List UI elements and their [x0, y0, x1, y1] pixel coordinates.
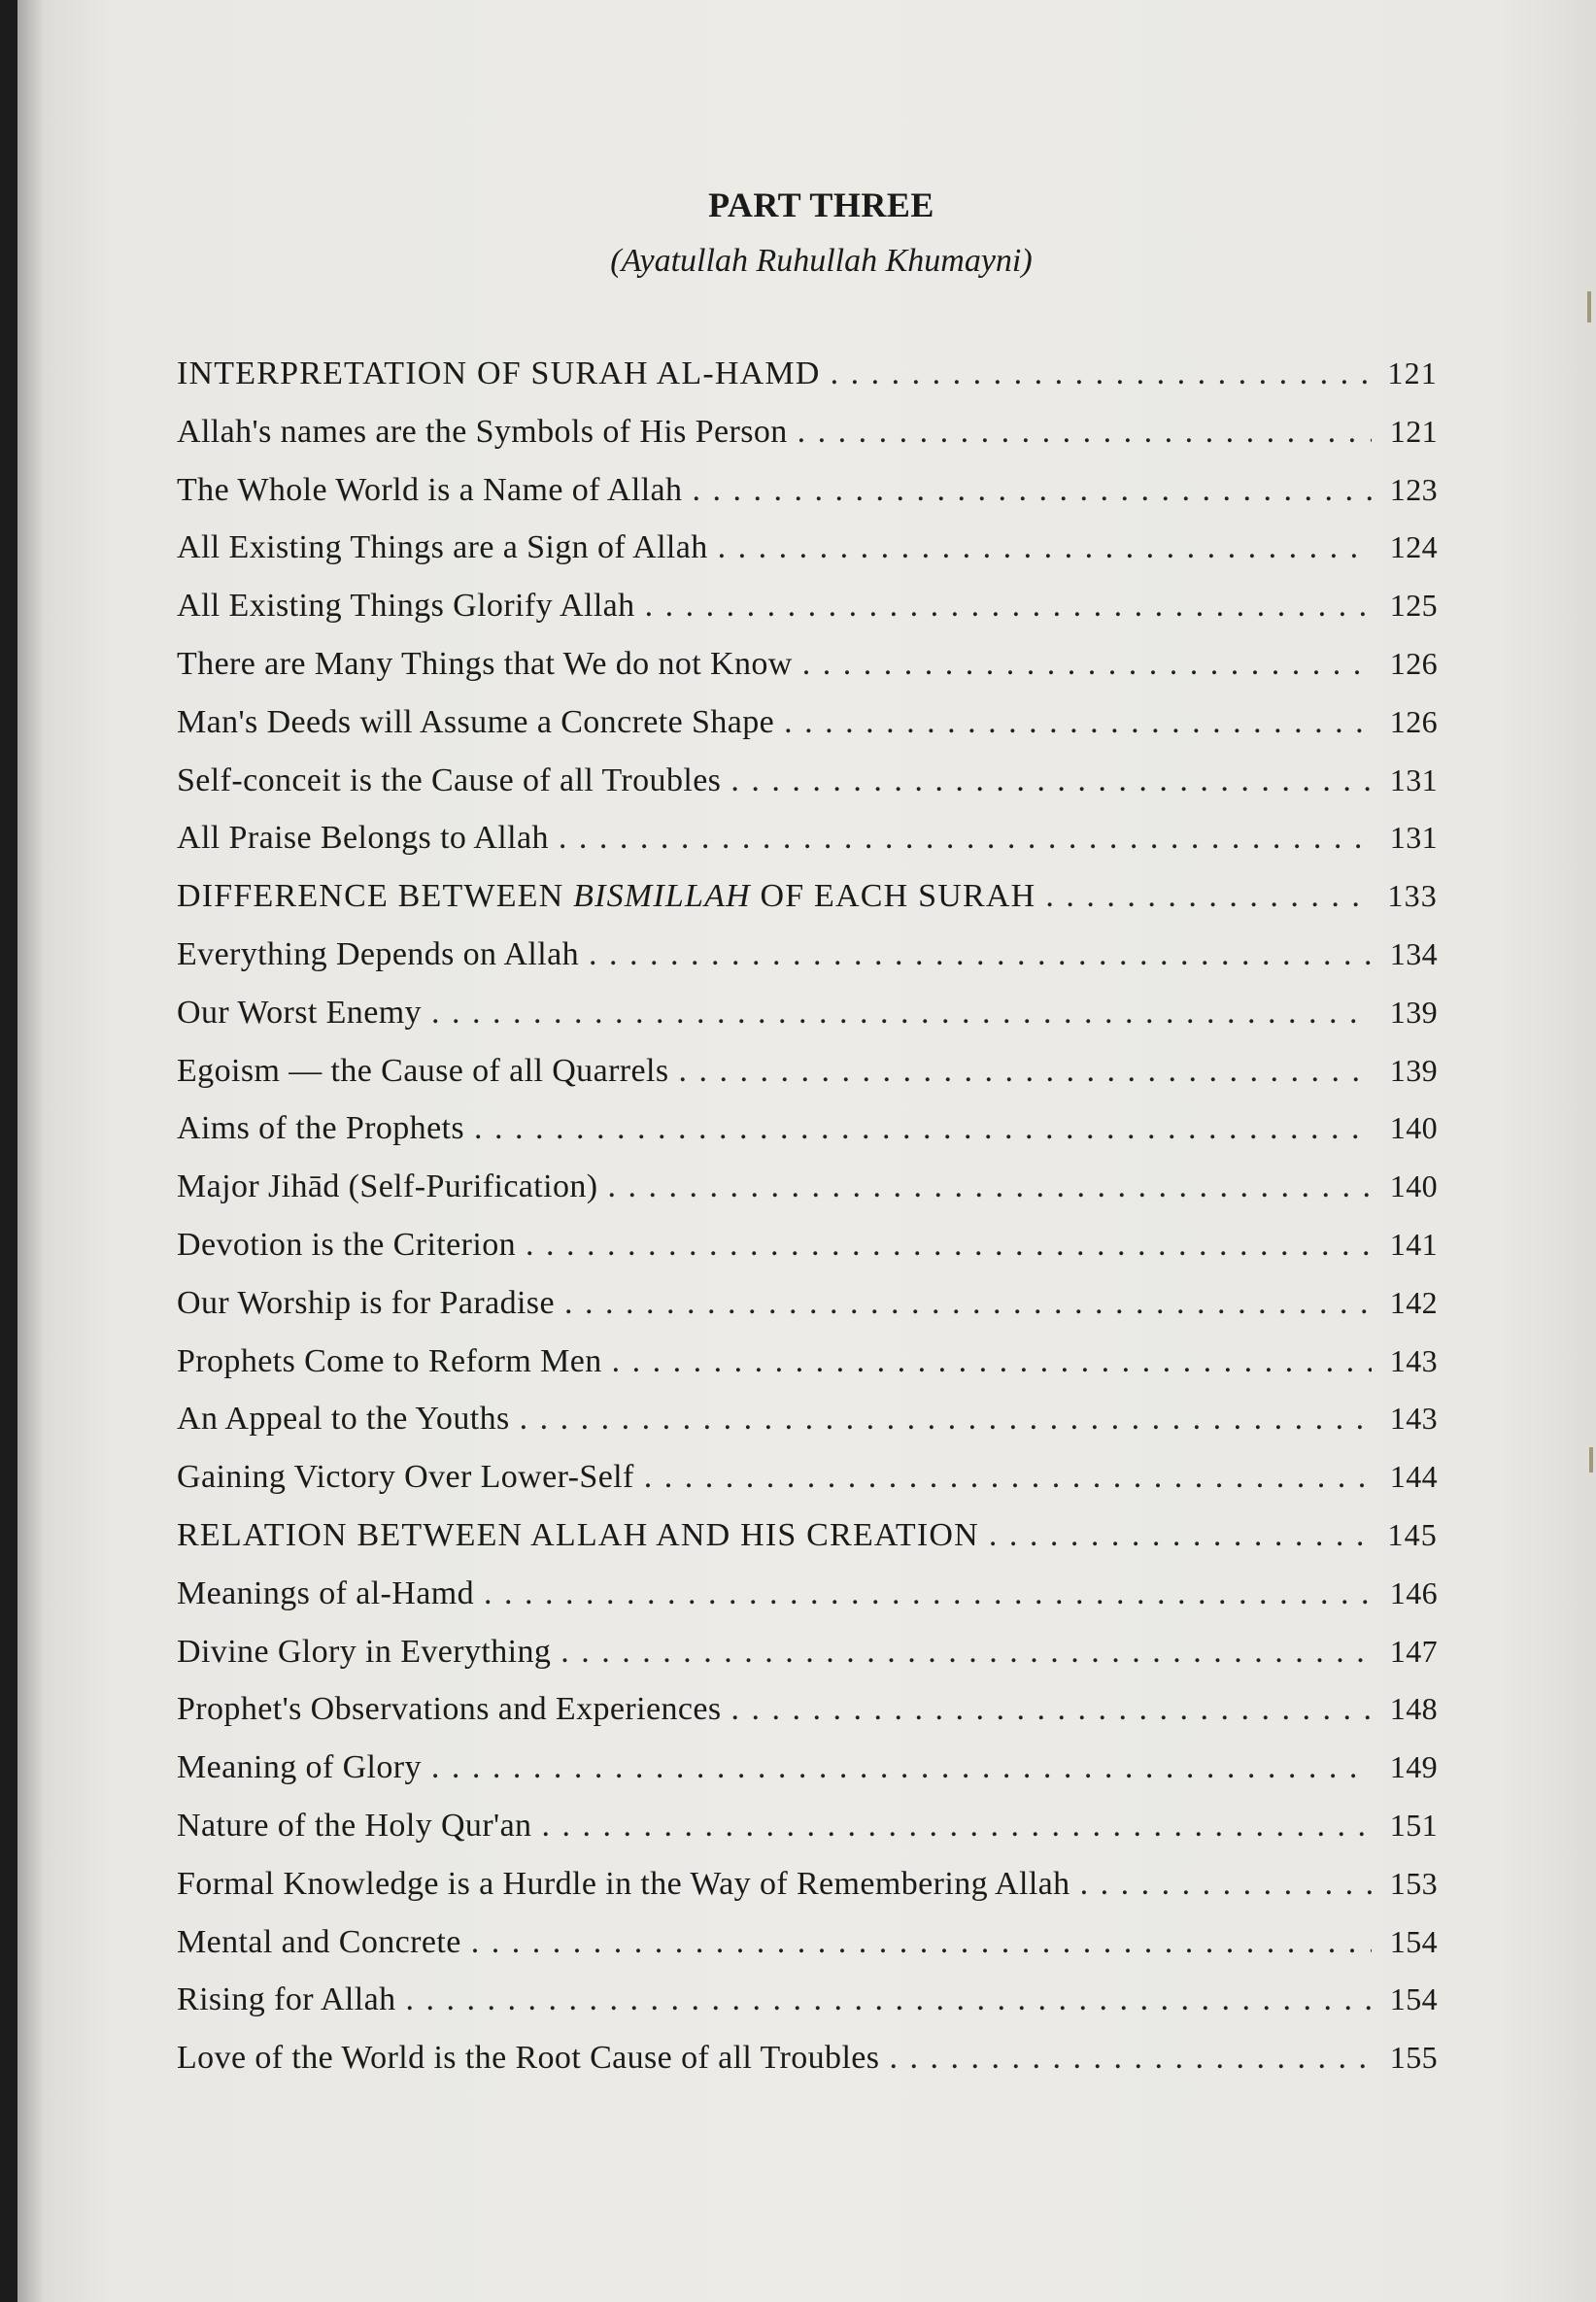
toc-entry-page-number: 155 [1389, 2040, 1438, 2076]
toc-entry [177, 646, 1438, 704]
toc-entry-page-number: 134 [1389, 935, 1438, 971]
toc-entry [177, 472, 1438, 530]
dot-leader [645, 588, 1372, 625]
toc-entry [177, 1749, 1438, 1808]
toc-entry-title [177, 588, 635, 625]
book-page [17, 0, 1596, 2302]
dot-leader [730, 1691, 1372, 1728]
dot-leader [431, 1749, 1372, 1786]
dot-leader [559, 820, 1372, 857]
dot-leader [798, 414, 1372, 451]
toc-entry-title-text: Everything Depends on Allah [177, 935, 580, 972]
toc-entry [177, 995, 1438, 1053]
toc-entry-title-text: Rising for Allah [177, 1981, 396, 2018]
toc-entry-title [177, 1517, 979, 1554]
dot-leader [520, 1401, 1372, 1438]
dot-leader [784, 704, 1372, 741]
toc-entry-title [177, 2040, 879, 2077]
dot-leader [644, 1459, 1372, 1496]
toc-entry [177, 762, 1438, 821]
toc-entry-title-text: Divine Glory in Everything [177, 1633, 552, 1670]
dot-leader [989, 1517, 1372, 1554]
toc-entry [177, 1691, 1438, 1749]
toc-entry-title-text: INTERPRETATION OF SURAH AL-HAMD [177, 355, 821, 391]
toc-entry [177, 1981, 1438, 2040]
toc-entry-page-number: 139 [1389, 1052, 1438, 1088]
part-subtitle: (Ayatullah Ruhullah Khumayni) [610, 243, 1033, 279]
toc-entry-title [177, 1168, 598, 1205]
toc-entry-title-text: Man's Deeds will Assume a Concrete Shape [177, 703, 775, 740]
toc-entry-title-text: Prophets Come to Reform Men [177, 1342, 602, 1379]
toc-entry-page-number: 131 [1389, 820, 1438, 856]
toc-entry-page-number: 141 [1389, 1226, 1438, 1262]
toc-entry-page-number: 124 [1389, 529, 1438, 565]
dot-leader [471, 1924, 1372, 1961]
part-title: PART THREE [708, 186, 934, 224]
toc-entry [177, 1343, 1438, 1402]
toc-entry-title-text: There are Many Things that We do not Know [177, 645, 793, 682]
toc-entry-page-number: 140 [1389, 1168, 1438, 1204]
dot-leader [484, 1575, 1372, 1612]
toc-entry-title [177, 646, 793, 683]
toc-entry-title-text: Allah's names are the Symbols of His Person [177, 413, 788, 450]
toc-entry-page-number: 148 [1389, 1691, 1438, 1727]
toc-entry-title-text: Nature of the Holy Qur'an [177, 1807, 532, 1844]
toc-entry-title-text: All Existing Things are a Sign of Allah [177, 529, 708, 566]
toc-entry-page-number: 131 [1389, 762, 1438, 797]
toc-entry-title [177, 1634, 551, 1671]
dot-leader [541, 1808, 1372, 1845]
toc-entry-title [177, 820, 549, 857]
toc-entry [177, 1517, 1438, 1575]
toc-entry-page-number: 146 [1389, 1574, 1438, 1610]
toc-entry [177, 1634, 1438, 1692]
toc-entry-page-number: 149 [1389, 1749, 1438, 1785]
toc-entry-title-text: The Whole World is a Name of Allah [177, 471, 683, 508]
toc-entry [177, 878, 1438, 936]
dot-leader [560, 1634, 1372, 1671]
toc-entry-title [177, 762, 721, 799]
toc-entry-title [177, 995, 422, 1032]
toc-entry-page-number: 121 [1387, 355, 1438, 390]
dot-leader [608, 1168, 1372, 1205]
toc-entry-title-text: Meaning of Glory [177, 1749, 422, 1786]
toc-entry [177, 1227, 1438, 1285]
dot-leader [678, 1053, 1372, 1090]
dot-leader [831, 355, 1372, 392]
toc-entry [177, 1575, 1438, 1634]
toc-entry-page-number: 133 [1387, 878, 1438, 914]
toc-entry-title-text: Aims of the Prophets [177, 1110, 465, 1147]
toc-entry [177, 1053, 1438, 1111]
toc-entry-title [177, 1343, 602, 1380]
table-of-contents [177, 355, 1438, 2098]
toc-entry-title [177, 1808, 531, 1845]
toc-entry-title-text: Egoism — the Cause of all Quarrels [177, 1052, 669, 1089]
toc-entry-title [177, 1866, 1070, 1903]
spine-shadow [17, 0, 45, 2302]
toc-entry-title-text: An Appeal to the Youths [177, 1401, 510, 1438]
toc-entry-title-text: DIFFERENCE BETWEEN [177, 878, 574, 915]
dot-leader [406, 1981, 1372, 2018]
dot-leader [718, 529, 1372, 566]
toc-entry-page-number: 153 [1389, 1865, 1438, 1901]
toc-entry-title [177, 414, 788, 451]
toc-entry [177, 1401, 1438, 1459]
toc-entry-title-text: Devotion is the Criterion [177, 1226, 517, 1263]
dot-leader [1080, 1866, 1372, 1903]
toc-entry-title [177, 878, 1036, 915]
dot-leader [1045, 878, 1372, 915]
toc-entry-title [177, 1285, 555, 1322]
toc-entry-page-number: 144 [1389, 1459, 1438, 1495]
toc-entry-title [177, 1053, 668, 1090]
toc-entry-title [177, 936, 579, 973]
toc-entry-title-text: Our Worst Enemy [177, 994, 422, 1031]
toc-entry-page-number: 143 [1389, 1401, 1438, 1437]
toc-entry-title-text: RELATION BETWEEN ALLAH AND HIS CREATION [177, 1516, 979, 1553]
toc-entry-page-number: 139 [1389, 994, 1438, 1030]
toc-entry-title [177, 704, 774, 741]
toc-entry [177, 1866, 1438, 1924]
toc-entry-page-number: 142 [1389, 1284, 1438, 1320]
toc-entry [177, 1924, 1438, 1982]
toc-entry-title-text: Major Jihād (Self-Purification) [177, 1168, 598, 1205]
toc-entry-title [177, 1459, 634, 1496]
toc-entry-title-text: Formal Knowledge is a Hurdle in the Way of Remembering Allah [177, 1865, 1070, 1902]
toc-entry-title-text: All Praise Belongs to Allah [177, 820, 549, 857]
dot-leader [526, 1227, 1372, 1264]
toc-entry [177, 1285, 1438, 1343]
toc-entry-title [177, 1575, 474, 1612]
dot-leader [431, 995, 1372, 1032]
dot-leader [889, 2040, 1372, 2077]
toc-entry-title-text: Our Worship is for Paradise [177, 1284, 555, 1321]
dot-leader [692, 472, 1372, 509]
toc-entry-page-number: 140 [1389, 1110, 1438, 1146]
toc-entry-title-text: All Existing Things Glorify Allah [177, 588, 635, 625]
toc-entry-title-text: Prophet's Observations and Experiences [177, 1691, 722, 1728]
dot-leader [802, 646, 1372, 683]
toc-entry-page-number: 143 [1389, 1342, 1438, 1378]
toc-entry-title-text: Love of the World is the Root Cause of all Troubles [177, 2040, 880, 2077]
toc-entry-title [177, 1691, 721, 1728]
edge-mark [1587, 291, 1591, 322]
toc-entry-title [177, 1110, 464, 1147]
toc-entry-page-number: 154 [1389, 1981, 1438, 2017]
dot-leader [564, 1285, 1372, 1322]
toc-entry-page-number: 121 [1389, 413, 1438, 449]
toc-entry-page-number: 123 [1389, 471, 1438, 507]
toc-entry-title-text: Gaining Victory Over Lower-Self [177, 1459, 634, 1496]
toc-entry-page-number: 151 [1389, 1807, 1438, 1843]
toc-entry-title-text: Meanings of al-Hamd [177, 1574, 474, 1611]
dot-leader [474, 1110, 1372, 1147]
toc-entry [177, 1168, 1438, 1227]
toc-entry-title-text: OF EACH SURAH [750, 878, 1036, 915]
dot-leader [589, 936, 1372, 973]
toc-entry-title-text: Mental and Concrete [177, 1923, 461, 1960]
toc-entry-title [177, 529, 708, 566]
toc-entry-title [177, 1924, 461, 1961]
toc-entry [177, 1459, 1438, 1517]
toc-entry [177, 529, 1438, 588]
edge-mark [1589, 1447, 1593, 1473]
toc-entry [177, 414, 1438, 472]
toc-entry-title [177, 1401, 510, 1438]
toc-entry-title [177, 1749, 422, 1786]
toc-entry-page-number: 154 [1389, 1923, 1438, 1959]
toc-entry-page-number: 125 [1389, 588, 1438, 624]
toc-entry-page-number: 126 [1389, 645, 1438, 681]
toc-entry-page-number: 145 [1387, 1516, 1438, 1552]
toc-entry-title [177, 1981, 396, 2018]
toc-entry-title [177, 472, 682, 509]
toc-entry [177, 936, 1438, 995]
dot-leader [612, 1343, 1372, 1380]
toc-entry-page-number: 147 [1389, 1633, 1438, 1669]
toc-entry [177, 820, 1438, 878]
toc-entry [177, 704, 1438, 762]
toc-entry-title [177, 355, 821, 392]
toc-entry-page-number: 126 [1389, 703, 1438, 739]
toc-entry-title [177, 1227, 516, 1264]
toc-entry-title-text: Self-conceit is the Cause of all Troubles [177, 762, 722, 798]
toc-entry-title-italic: BISMILLAH [573, 878, 751, 915]
dot-leader [730, 762, 1372, 799]
toc-entry [177, 2040, 1438, 2098]
toc-entry [177, 1110, 1438, 1168]
toc-entry [177, 355, 1438, 414]
toc-entry [177, 1808, 1438, 1866]
toc-entry [177, 588, 1438, 646]
